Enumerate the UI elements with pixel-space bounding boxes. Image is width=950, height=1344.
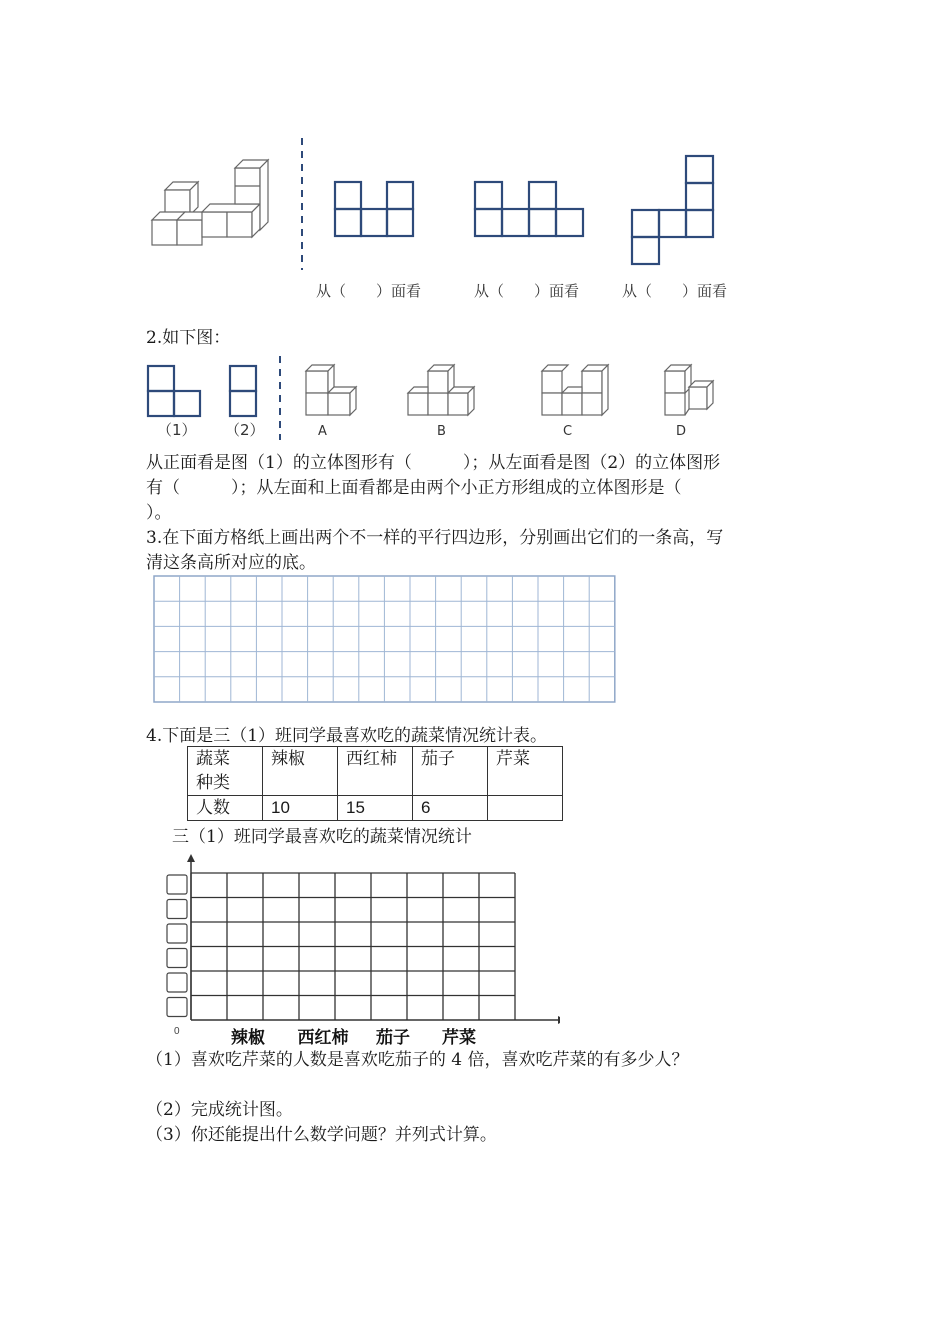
q2-heading: 2.如下图： — [146, 328, 231, 348]
q3-text-line-2: 清这条高所对应的底。 — [146, 553, 316, 573]
q2-view-2 — [230, 366, 256, 416]
table-count-cell: 6 — [413, 796, 488, 821]
y-tick-label-box[interactable] — [167, 900, 187, 919]
y-tick-label-box[interactable] — [167, 949, 187, 968]
q4-stat-table — [187, 746, 563, 821]
q1-view-2 — [475, 182, 583, 236]
table-row — [188, 796, 563, 821]
q2-option-b-label: B — [437, 424, 446, 439]
table-row — [188, 747, 563, 796]
q4-bar-chart[interactable] — [160, 850, 560, 1050]
y-tick-label-box[interactable] — [167, 875, 187, 894]
table-count-cell: 15 — [338, 796, 413, 821]
x-tick-label: 茄子 — [376, 1028, 410, 1048]
y-tick-label-box[interactable] — [167, 973, 187, 992]
table-row-label: 人数 — [188, 796, 263, 821]
origin-label: 0 — [174, 1026, 180, 1037]
q1-caption-3: 从（ ）面看 — [622, 282, 728, 300]
table-count-cell: 10 — [263, 796, 338, 821]
q2-option-c-solid — [542, 365, 608, 415]
q2-option-a-label: A — [318, 424, 327, 439]
y-axis-arrow — [187, 854, 195, 862]
table-category-cell: 辣椒 — [263, 747, 338, 796]
q2-option-a-solid — [306, 365, 356, 415]
q2-text-line-3: ）。 — [146, 503, 172, 523]
table-count-cell[interactable] — [488, 796, 563, 821]
q2-text-line-1: 从正面看是图（1）的立体图形有（ ）；从左面看是图（2）的立体图形 — [146, 453, 721, 473]
q2-fig-label-1: （1） — [157, 421, 197, 439]
q1-caption-1: 从（ ）面看 — [316, 282, 422, 300]
q2-view-1 — [148, 366, 200, 416]
table-category-cell: 芹菜 — [488, 747, 563, 796]
q2-option-c-label: C — [563, 424, 573, 439]
x-tick-label: 辣椒 — [231, 1028, 265, 1048]
q1-view-3 — [632, 156, 713, 264]
table-category-cell: 茄子 — [413, 747, 488, 796]
x-axis-arrow — [558, 1016, 560, 1024]
chart-title: 三（1）班同学最喜欢吃的蔬菜情况统计 — [172, 827, 472, 847]
q4-part-2: （2）完成统计图。 — [146, 1100, 293, 1120]
q1-figure — [140, 130, 760, 270]
q4-part-3: （3）你还能提出什么数学问题？并列式计算。 — [146, 1125, 497, 1145]
table-header-label: 蔬菜 种类 — [188, 747, 263, 796]
x-tick-label: 西红柿 — [297, 1028, 349, 1048]
q2-option-d-solid — [665, 365, 713, 415]
q4-part-1: （1）喜欢吃芹菜的人数是喜欢吃茄子的 4 倍，喜欢吃芹菜的有多少人？ — [146, 1050, 689, 1070]
q4-heading: 4.下面是三（1）班同学最喜欢吃的蔬菜情况统计表。 — [146, 726, 548, 746]
q1-caption-2: 从（ ）面看 — [474, 282, 580, 300]
q2-option-d-label: D — [676, 424, 687, 439]
q1-view-1 — [335, 182, 413, 236]
q2-option-b-solid — [408, 365, 474, 415]
q2-fig-label-2: （2） — [225, 421, 265, 439]
table-category-cell: 西红柿 — [338, 747, 413, 796]
q3-grid-paper[interactable] — [150, 574, 622, 708]
q3-text-line-1: 3.在下面方格纸上画出两个不一样的平行四边形，分别画出它们的一条高，写 — [146, 528, 724, 548]
q2-text-line-2: 有（ ）；从左面和上面看都是由两个小正方形组成的立体图形是（ — [146, 478, 682, 498]
y-tick-label-box[interactable] — [167, 924, 187, 943]
q1-cube-stack — [152, 160, 268, 245]
y-tick-label-box[interactable] — [167, 998, 187, 1017]
x-tick-label: 芹菜 — [442, 1028, 476, 1048]
